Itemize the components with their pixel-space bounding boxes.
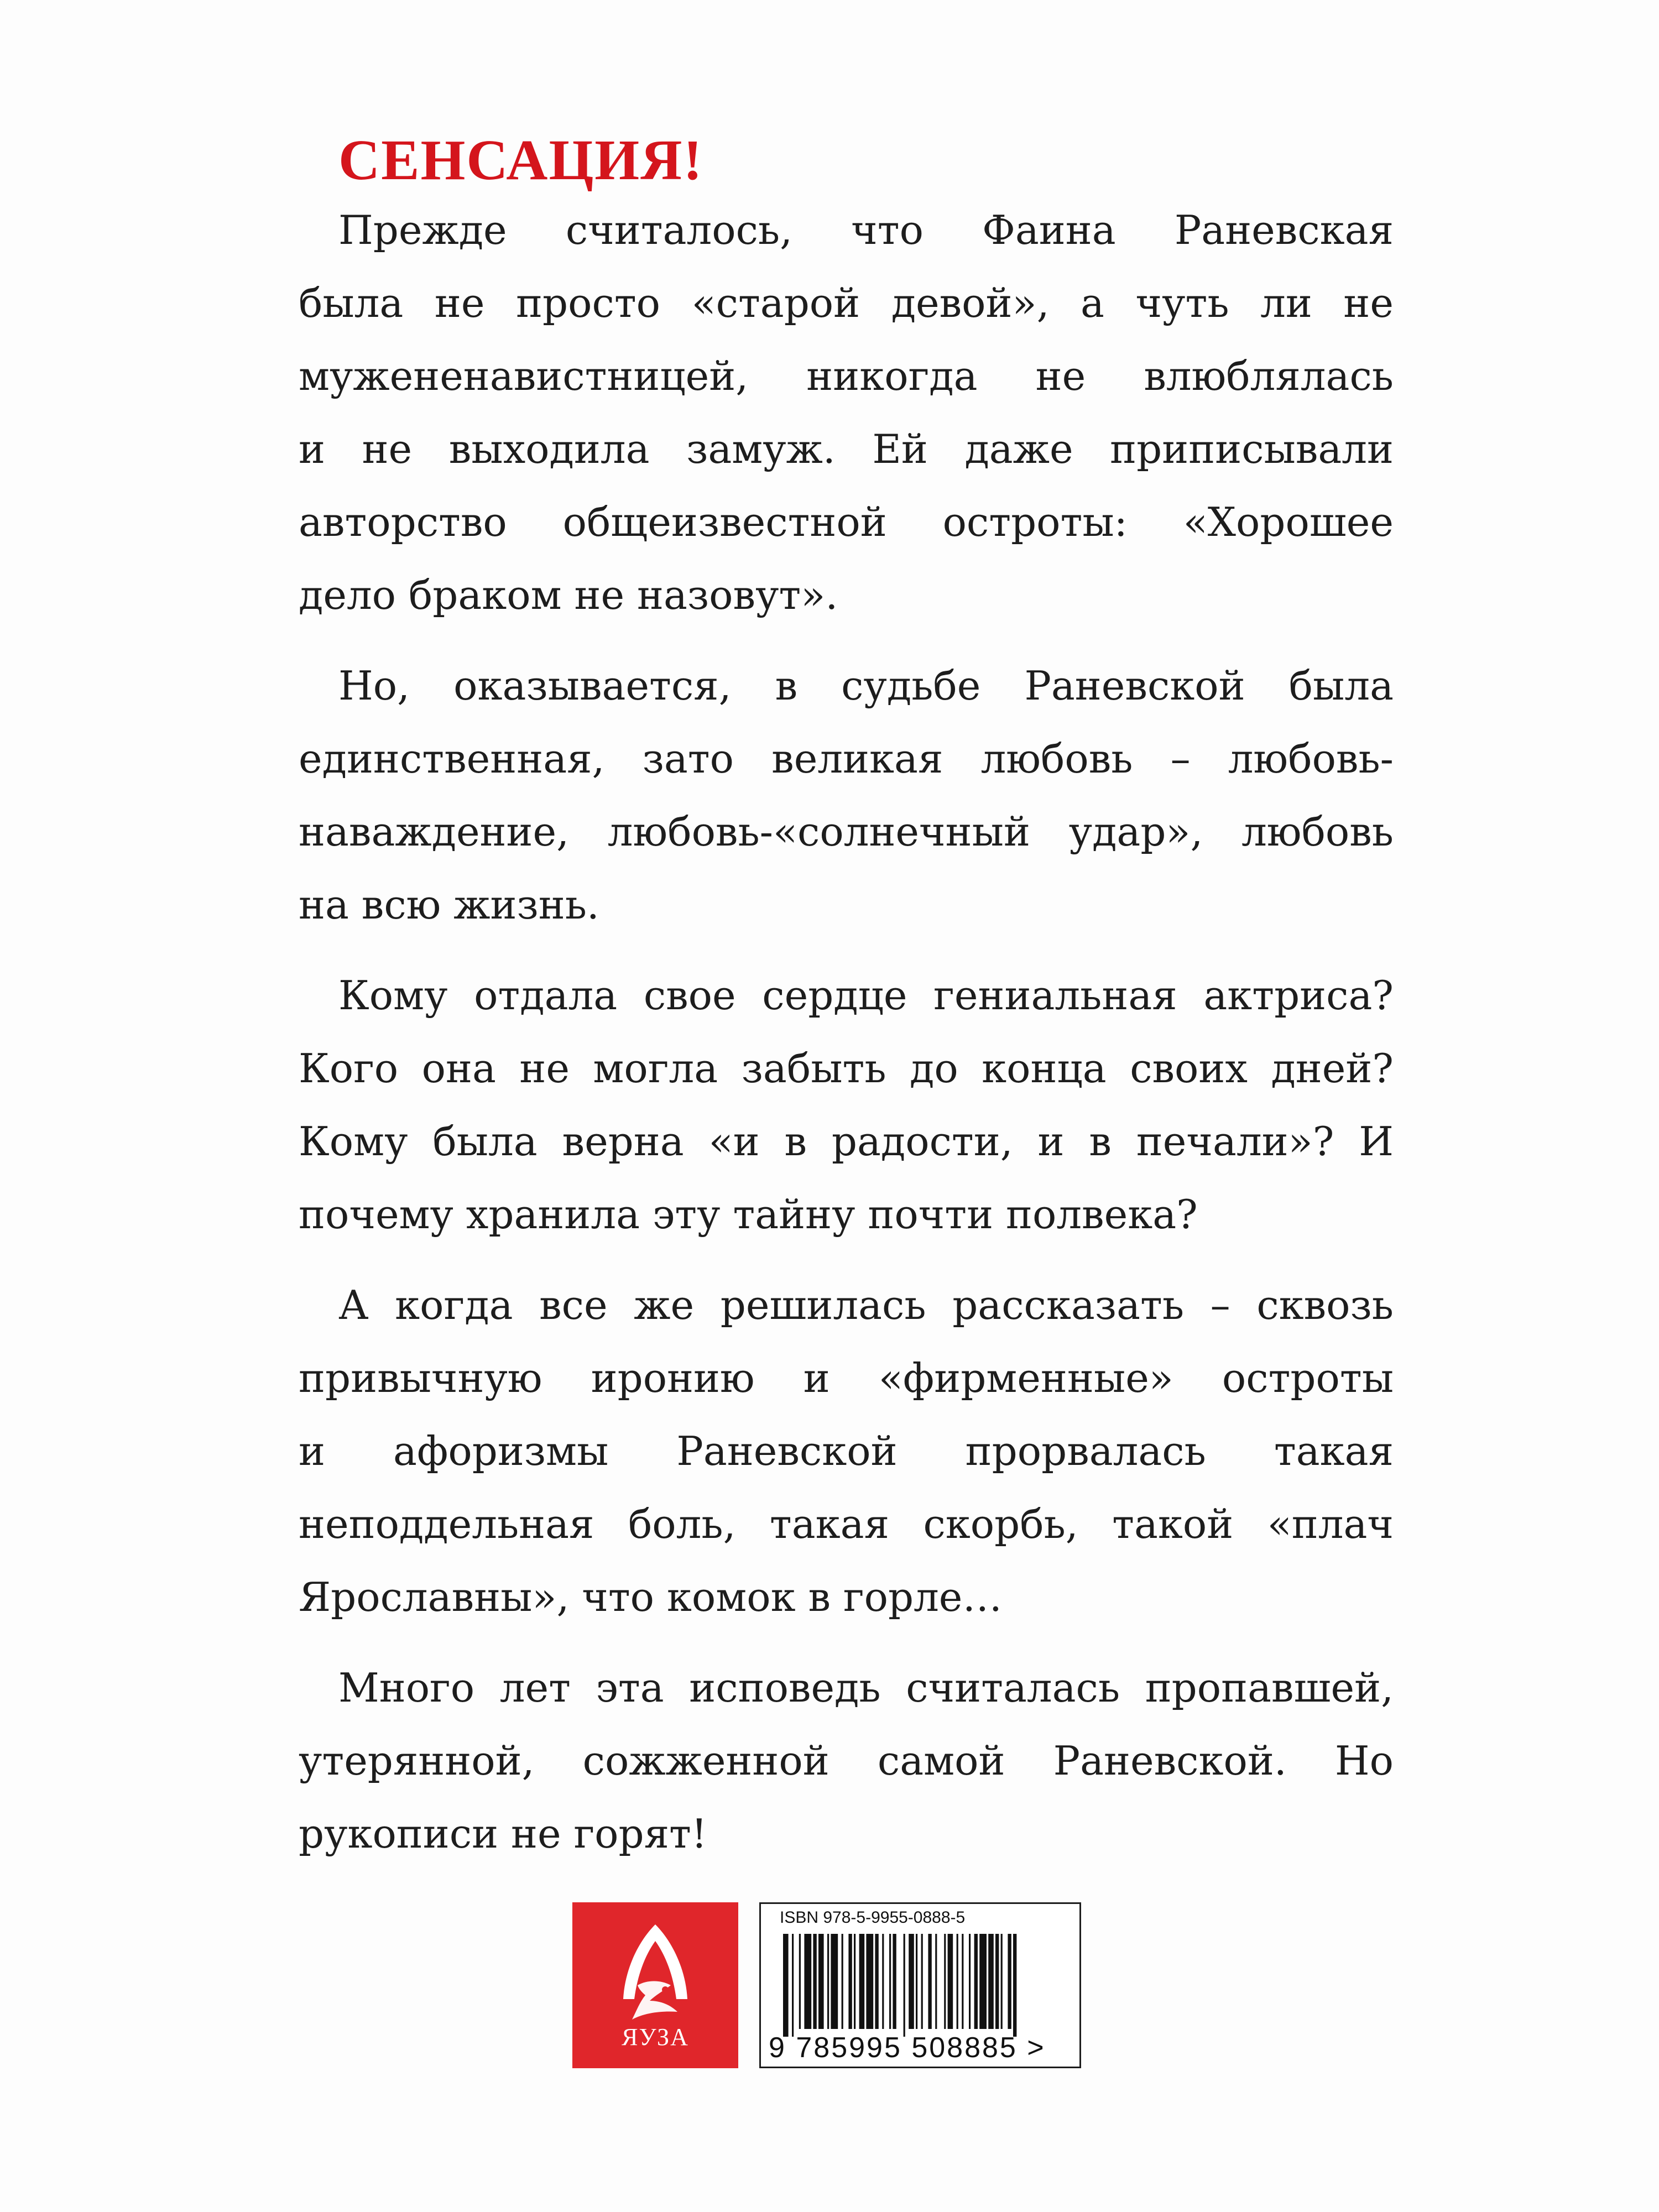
text-line: была не просто «старой девой», а чуть ли не [299, 280, 1394, 326]
text-line: Кого она не могла забыть до конца своих дней? [299, 1045, 1394, 1092]
text-line: Но, оказывается, в судьбе Раневской была [338, 662, 1394, 709]
publisher-logo [572, 1902, 738, 2068]
text-line: мужененавистницей, никогда не влюблялась [299, 353, 1394, 399]
text-line: Кому отдала свое сердце гениальная актриса? [338, 972, 1394, 1019]
isbn-label: ISBN 978-5-9955-0888-5 [780, 1908, 966, 1927]
text-line: неподдельная боль, такая скорбь, такой «плач [299, 1501, 1394, 1547]
barcode-digits: 9 785995 508885 > [769, 2032, 1046, 2064]
text-line: наваждение, любовь-«солнечный удар», любовь [299, 808, 1394, 855]
text-line: Много лет эта исповедь считалась пропавшей, [338, 1665, 1394, 1711]
text-line: утерянной, сожженной самой Раневской. Но [299, 1738, 1394, 1784]
text-line: привычную иронию и «фирменные» остроты [299, 1355, 1394, 1401]
text-line: и афоризмы Раневской прорвалась такая [299, 1428, 1394, 1474]
text-line: и не выходила замуж. Ей даже приписывали [299, 426, 1394, 472]
text-line: рукописи не горят! [299, 1811, 707, 1857]
text-line: Прежде считалось, что Фаина Раневская [338, 207, 1394, 253]
paragraph-5 [299, 1651, 1394, 1870]
paragraph-3 [299, 959, 1394, 1251]
text-line: А когда все же решилась рассказать – сквозь [338, 1282, 1394, 1328]
text-line: авторство общеизвестной остроты: «Хорошее [299, 499, 1394, 545]
text-line: единственная, зато великая любовь – любовь- [299, 735, 1394, 782]
heading: СЕНСАЦИЯ! [338, 128, 703, 192]
text-line: Кому была верна «и в радости, и в печали»? И [299, 1118, 1394, 1165]
text-line: почему хранила эту тайну почти полвека? [299, 1191, 1198, 1238]
paragraph-1 [299, 194, 1394, 632]
cover-footer [572, 1902, 1081, 2068]
publisher-name: ЯУЗА [622, 2023, 689, 2051]
annotation-text [299, 127, 1394, 1888]
paragraph-2 [299, 649, 1394, 941]
text-line: Ярославны», что комок в горле… [299, 1574, 1003, 1620]
text-line: дело браком не назовут». [299, 572, 838, 618]
text-line: на всю жизнь. [299, 881, 599, 928]
barcode [759, 1902, 1081, 2068]
paragraph-4 [299, 1269, 1394, 1634]
